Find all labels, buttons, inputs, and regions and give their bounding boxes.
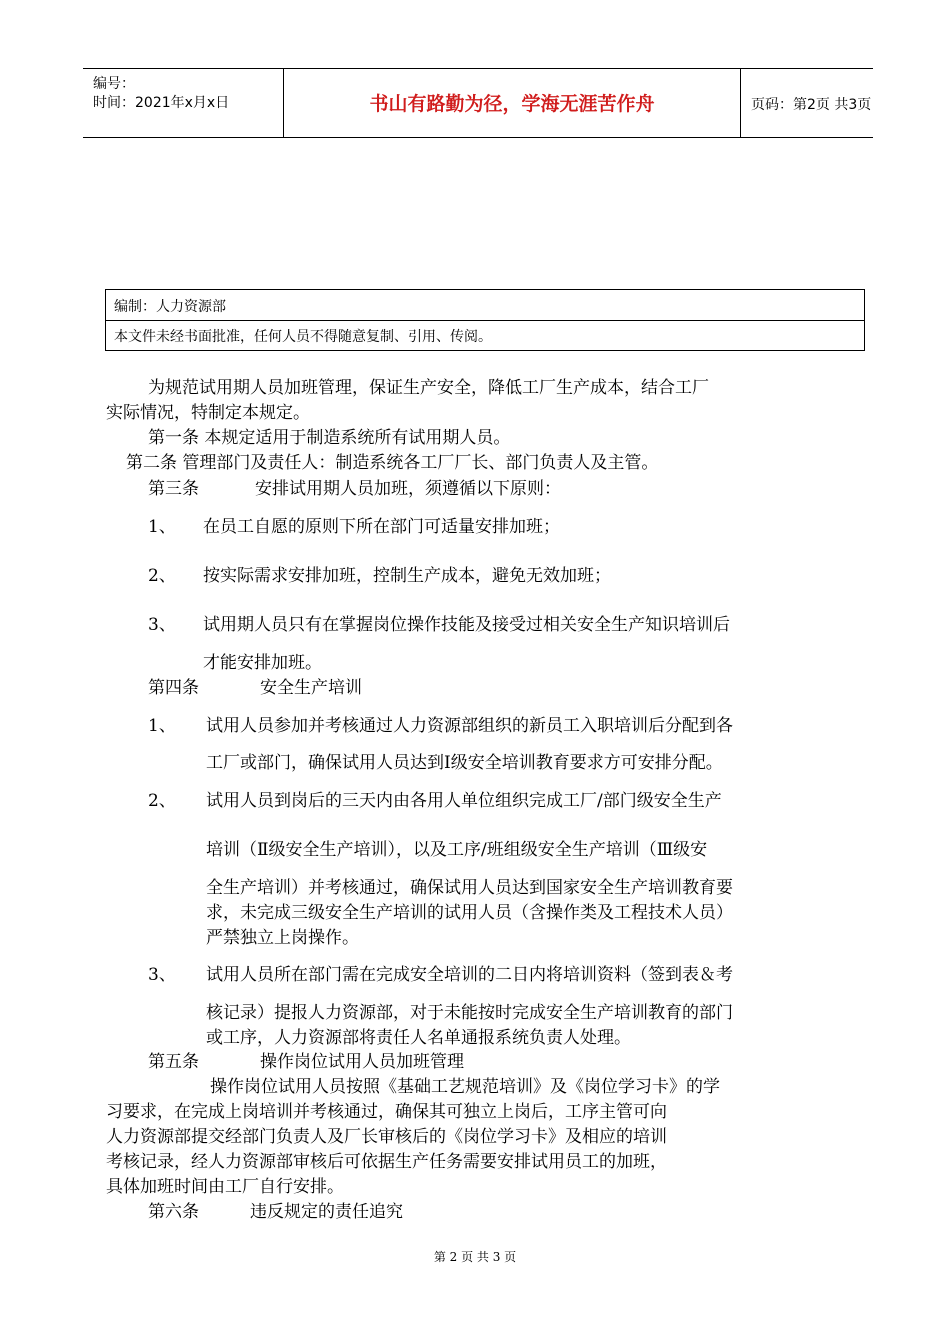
notice-text: 本文件未经书面批准，任何人员不得随意复制、引用、传阅。 bbox=[114, 329, 492, 345]
article-4-number: 第四条 bbox=[148, 678, 199, 698]
article-4-item-3-number: 3、 bbox=[148, 965, 176, 985]
header-page-cell bbox=[739, 69, 873, 137]
article-3-item-2: 按实际需求安排加班，控制生产成本，避免无效加班； bbox=[203, 566, 611, 586]
header-motto-cell bbox=[283, 69, 741, 137]
page-footer: 第 2 页 共 3 页 bbox=[433, 1250, 517, 1264]
article-4-item-3-line-3: 或工序，人力资源部将责任人名单通报系统负责人处理。 bbox=[206, 1028, 631, 1048]
article-1: 第一条 本规定适用于制造系统所有试用期人员。 bbox=[148, 428, 511, 448]
intro-line-1: 为规范试用期人员加班管理，保证生产安全，降低工厂生产成本，结合工厂 bbox=[148, 378, 709, 398]
article-4-item-2-line-2: 培训（Ⅱ级安全生产培训），以及工序/班组级安全生产培训（Ⅲ级安 bbox=[206, 840, 708, 860]
article-4-item-2-line-4: 求，未完成三级安全生产培训的试用人员（含操作类及工程技术人员） bbox=[206, 903, 733, 923]
article-4-item-2-line-5: 严禁独立上岗操作。 bbox=[206, 928, 359, 948]
document-header bbox=[83, 68, 873, 138]
compiled-by-text: 编制：人力资源部 bbox=[114, 299, 226, 315]
article-6-title: 违反规定的责任追究 bbox=[250, 1202, 403, 1222]
article-4-item-2-line-3: 全生产培训）并考核通过，确保试用人员达到国家安全生产培训教育要 bbox=[206, 878, 733, 898]
document-number-label: 编号： bbox=[93, 76, 135, 92]
article-5-para-line-1: 操作岗位试用人员按照《基础工艺规范培训》及《岗位学习卡》的学 bbox=[210, 1077, 720, 1097]
article-4-item-3-line-1: 试用人员所在部门需在完成安全培训的二日内将培训资料（签到表＆考 bbox=[206, 965, 733, 985]
notice-row bbox=[106, 320, 864, 350]
article-4-title: 安全生产培训 bbox=[260, 678, 362, 698]
article-3-item-2-number: 2、 bbox=[148, 566, 176, 586]
article-6-number: 第六条 bbox=[148, 1202, 199, 1222]
article-4-item-2-number: 2、 bbox=[148, 791, 176, 811]
document-info-box bbox=[105, 289, 865, 351]
article-5-title: 操作岗位试用人员加班管理 bbox=[260, 1052, 464, 1072]
article-5-para-line-5: 具体加班时间由工厂自行安排。 bbox=[106, 1177, 344, 1197]
header-motto: 书山有路勤为径，学海无涯苦作舟 bbox=[369, 93, 655, 115]
article-3-item-3-line-2: 才能安排加班。 bbox=[203, 653, 322, 673]
compiled-by-row bbox=[106, 290, 864, 321]
article-5-number: 第五条 bbox=[148, 1052, 199, 1072]
article-4-item-3-line-2: 核记录）提报人力资源部，对于未能按时完成安全生产培训教育的部门 bbox=[206, 1003, 733, 1023]
article-5-para-line-3: 人力资源部提交经部门负责人及厂长审核后的《岗位学习卡》及相应的培训 bbox=[106, 1127, 667, 1147]
article-4-item-1-line-2: 工厂或部门，确保试用人员达到Ⅰ级安全培训教育要求方可安排分配。 bbox=[206, 753, 723, 773]
article-3-title: 安排试用期人员加班，须遵循以下原则： bbox=[255, 479, 561, 499]
article-4-item-2-line-1: 试用人员到岗后的三天内由各用人单位组织完成工厂/部门级安全生产 bbox=[206, 791, 722, 811]
article-4-item-1-number: 1、 bbox=[148, 716, 176, 736]
article-3-item-3-number: 3、 bbox=[148, 615, 176, 635]
article-3-item-1: 在员工自愿的原则下所在部门可适量安排加班； bbox=[203, 517, 560, 537]
article-2: 第二条 管理部门及责任人：制造系统各工厂厂长、部门负责人及主管。 bbox=[126, 453, 659, 473]
article-3-item-1-number: 1、 bbox=[148, 517, 176, 537]
intro-line-2: 实际情况，特制定本规定。 bbox=[106, 403, 310, 423]
header-meta bbox=[83, 69, 283, 137]
article-5-para-line-2: 习要求，在完成上岗培训并考核通过，确保其可独立上岗后，工序主管可向 bbox=[106, 1102, 667, 1122]
article-5-para-line-4: 考核记录，经人力资源部审核后可依据生产任务需要安排试用员工的加班， bbox=[106, 1152, 667, 1172]
article-3-item-3-line-1: 试用期人员只有在掌握岗位操作技能及接受过相关安全生产知识培训后 bbox=[203, 615, 730, 635]
document-time-label: 时间：2021年x月x日 bbox=[93, 95, 230, 111]
header-page-number: 页码：第2页 共3页 bbox=[751, 97, 872, 113]
article-4-item-1-line-1: 试用人员参加并考核通过人力资源部组织的新员工入职培训后分配到各 bbox=[206, 716, 733, 736]
article-3-number: 第三条 bbox=[148, 479, 199, 499]
